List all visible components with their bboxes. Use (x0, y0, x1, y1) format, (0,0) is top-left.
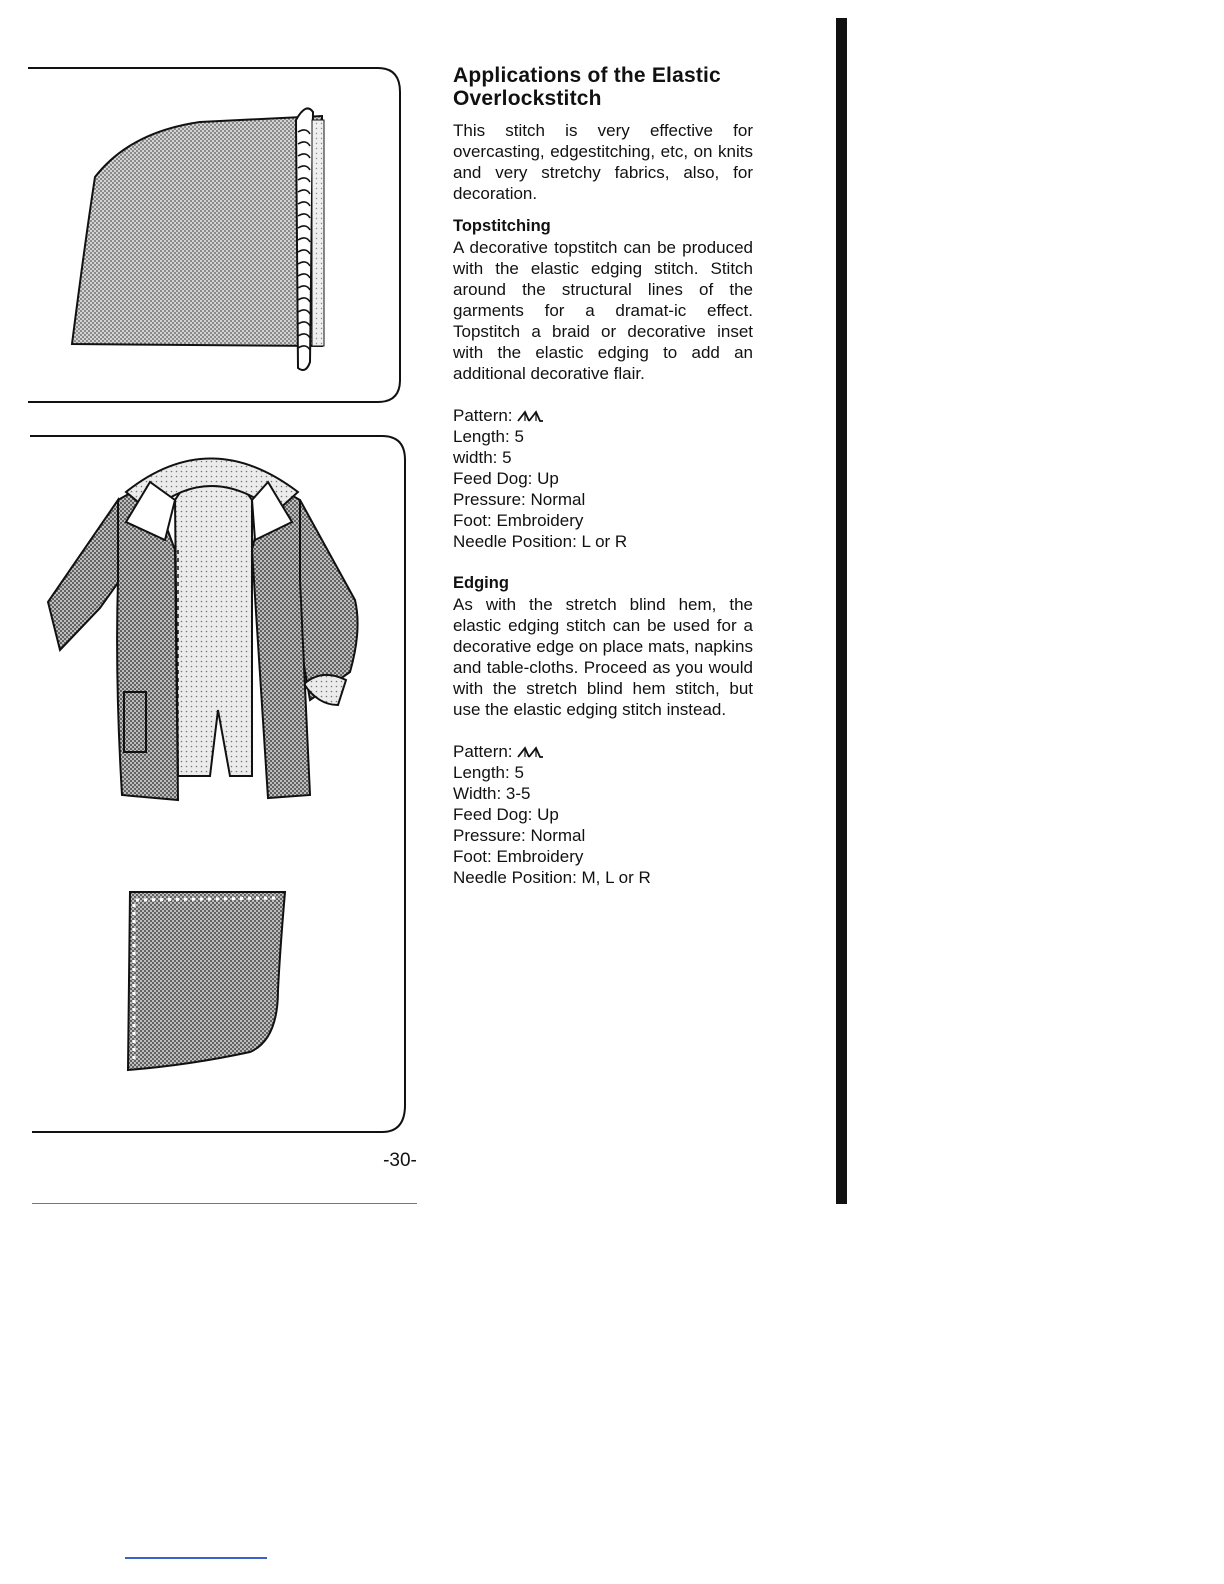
setting-pressure: Pressure: Normal (453, 490, 586, 509)
setting-foot: Foot: Embroidery (453, 511, 584, 530)
setting-feed-dog: Feed Dog: Up (453, 469, 559, 488)
topstitch-illustration (0, 62, 410, 412)
setting-feed-dog: Feed Dog: Up (453, 805, 559, 824)
section-heading: Topstitching (453, 217, 551, 235)
intro-paragraph: This stitch is very effective for overcasting, edgestitching, etc, on knits and very stretchy fabrics, also, for decoration. (453, 121, 753, 203)
section-topstitching (453, 216, 753, 552)
setting-pattern: Pattern: (453, 741, 753, 762)
setting-pressure: Pressure: Normal (453, 826, 586, 845)
setting-width: width: 5 (453, 448, 512, 467)
setting-pattern: Pattern: (453, 405, 753, 426)
section-body: As with the stretch blind hem, the elastic edging stitch can be used for a decorative edge on place mats, napkins and table-cloths. Proceed as you would with the stretch blind hem stitch, but use the elastic edging stitch instead. (453, 595, 753, 719)
setting-needle-position: Needle Position: M, L or R (453, 868, 651, 887)
jacket (48, 459, 358, 801)
elastic-overlock-stitch-icon (517, 744, 545, 758)
braid-trim (296, 108, 324, 370)
page-title: Applications of the Elastic Overlockstitch (453, 64, 721, 110)
section-heading: Edging (453, 574, 509, 592)
settings-list (453, 741, 753, 888)
page-number: -30- (383, 1150, 417, 1171)
setting-width: Width: 3-5 (453, 784, 531, 803)
settings-list (453, 405, 753, 552)
fabric-piece (72, 116, 322, 346)
setting-needle-position: Needle Position: L or R (453, 532, 628, 551)
setting-length: Length: 5 (453, 763, 524, 782)
article (453, 64, 753, 888)
section-body: A decorative topstitch can be produced with the elastic edging stitch. Stitch around the structural lines of the garments for a dramat-ic effect. Topstitch a braid or decorative inset with the elastic edging to add an additional decorative flair. (453, 238, 753, 383)
section-edging (453, 573, 753, 888)
elastic-overlock-stitch-icon (517, 408, 545, 422)
setting-length: Length: 5 (453, 427, 524, 446)
side-thumb-bar (836, 18, 847, 1204)
jacket-and-napkin-illustration (0, 430, 415, 1140)
setting-foot: Foot: Embroidery (453, 847, 584, 866)
napkin (128, 892, 285, 1070)
bottom-rule (32, 1203, 417, 1204)
footer-underline (125, 1557, 267, 1559)
